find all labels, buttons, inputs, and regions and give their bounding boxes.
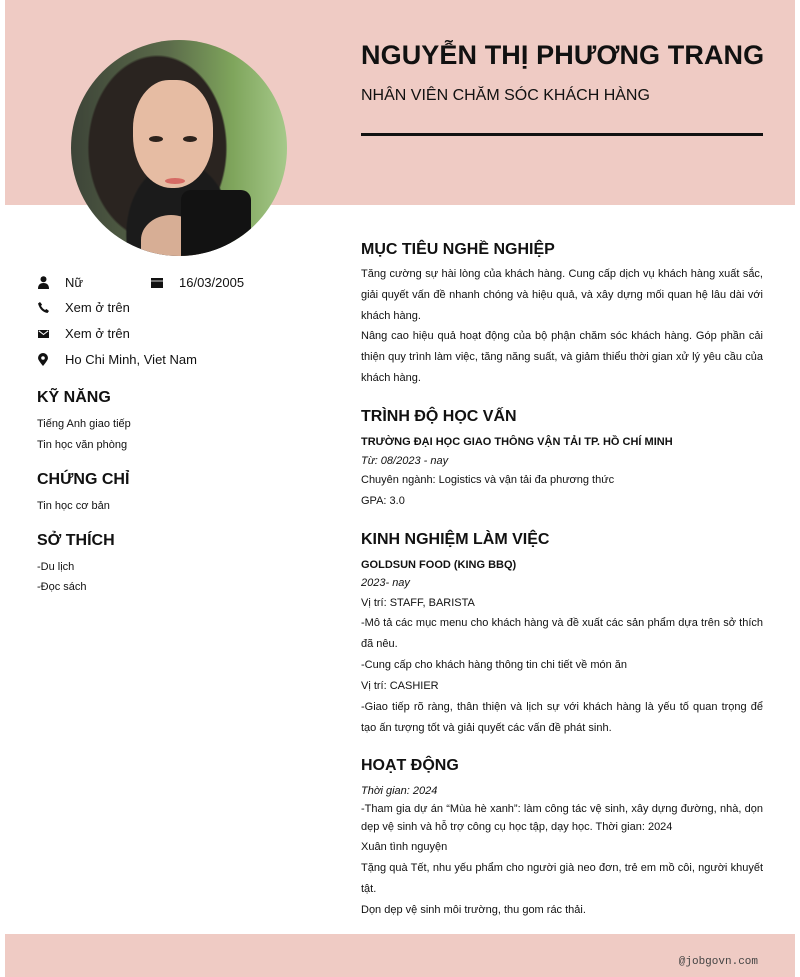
education-gpa: GPA: 3.0 — [361, 495, 405, 507]
company-name: GOLDSUN FOOD (KING BBQ) — [361, 559, 517, 571]
phone-icon — [37, 301, 49, 314]
experience-line: -Mô tả các mục menu cho khách hàng và đề xuất các sản phẩm dựa trên sở thích đã nêu. — [361, 617, 763, 650]
experience-line: Vị trí: STAFF, BARISTA — [361, 597, 475, 609]
experience-line: Vị trí: CASHIER — [361, 680, 439, 692]
birthday-value: 16/03/2005 — [179, 275, 245, 290]
contact-birthday — [151, 275, 244, 290]
experience-heading: KINH NGHIỆM LÀM VIỆC — [361, 531, 550, 548]
profile-photo — [71, 40, 287, 256]
hobby-item: -Du lịch — [37, 561, 75, 573]
activities-heading: HOẠT ĐỘNG — [361, 757, 459, 774]
certificate-item: Tin học cơ bản — [37, 500, 110, 512]
hobby-item: -Đọc sách — [37, 581, 87, 593]
skills-heading: KỸ NĂNG — [37, 389, 111, 406]
contact-email — [37, 326, 130, 341]
education-period: Từ: 08/2023 - nay — [361, 455, 449, 467]
location-pin-icon — [37, 353, 49, 366]
photo-top — [181, 190, 251, 256]
education-major: Chuyên ngành: Logistics và vận tải đa phương thức — [361, 474, 615, 486]
calendar-icon — [151, 276, 163, 289]
hobbies-heading: SỞ THÍCH — [37, 532, 115, 549]
photo-eye — [183, 136, 197, 142]
title-divider — [361, 133, 763, 136]
photo-face — [133, 80, 213, 188]
candidate-name: NGUYỄN THỊ PHƯƠNG TRANG — [361, 40, 765, 70]
activity-line: Xuân tình nguyện — [361, 841, 448, 853]
email-value: Xem ở trên — [65, 326, 130, 341]
objective-paragraph: Tăng cường sự hài lòng của khách hàng. Cung cấp dịch vụ khách hàng xuất sắc, giải quyết vấn đề nhanh chóng và hiệu quả, và xây dựng mối quan hệ lâu dài với khách hàng. — [361, 268, 763, 322]
footer-watermark: @jobgovn.com — [678, 956, 758, 968]
activities-period: Thời gian: 2024 — [361, 785, 438, 797]
school-name: TRƯỜNG ĐẠI HỌC GIAO THÔNG VẬN TẢI TP. HỒ CHÍ MINH — [361, 436, 673, 448]
activity-line: Tặng quà Tết, nhu yếu phẩm cho người già neo đơn, trẻ em mồ côi, người khuyết tật. — [361, 862, 763, 895]
footer-band — [5, 934, 795, 977]
phone-value: Xem ở trên — [65, 300, 130, 315]
objective-heading: MỤC TIÊU NGHỀ NGHIỆP — [361, 241, 555, 258]
contact-phone — [37, 300, 130, 315]
skill-item: Tiếng Anh giao tiếp — [37, 418, 131, 430]
job-title: NHÂN VIÊN CHĂM SÓC KHÁCH HÀNG — [361, 87, 650, 104]
experience-period: 2023- nay — [361, 577, 410, 589]
certificates-heading: CHỨNG CHỈ — [37, 471, 130, 488]
skill-item: Tin học văn phòng — [37, 439, 128, 451]
experience-line: -Giao tiếp rõ ràng, thân thiện và lịch sự với khách hàng là yếu tố quan trọng để tạo ấn tượng tốt và giải quyết các vấn đề phát sinh. — [361, 701, 763, 734]
activity-line: -Tham gia dự án “Mùa hè xanh”: làm công tác vệ sinh, xây dựng đường, nhà, dọn dẹp vệ sinh và hỗ trợ công cụ học tập, dạy học. Thời gian: 2024 — [361, 803, 763, 833]
gender-value: Nữ — [65, 275, 84, 290]
address-value: Ho Chi Minh, Viet Nam — [65, 352, 197, 367]
person-icon — [37, 276, 49, 289]
education-heading: TRÌNH ĐỘ HỌC VẤN — [361, 408, 517, 425]
contact-address — [37, 352, 197, 367]
photo-eye — [149, 136, 163, 142]
envelope-icon — [37, 327, 49, 340]
photo-lips — [165, 178, 185, 184]
contact-gender — [37, 275, 83, 290]
experience-line: -Cung cấp cho khách hàng thông tin chi tiết về món ăn — [361, 659, 628, 671]
activity-line: Dọn dẹp vệ sinh môi trường, thu gom rác thải. — [361, 904, 586, 916]
objective-paragraph: Nâng cao hiệu quả hoạt động của bộ phận chăm sóc khách hàng. Góp phần cải thiện quy trình làm việc, tăng năng suất, và giảm thiểu thời gian xử lý yêu cầu của khách hàng. — [361, 330, 763, 384]
